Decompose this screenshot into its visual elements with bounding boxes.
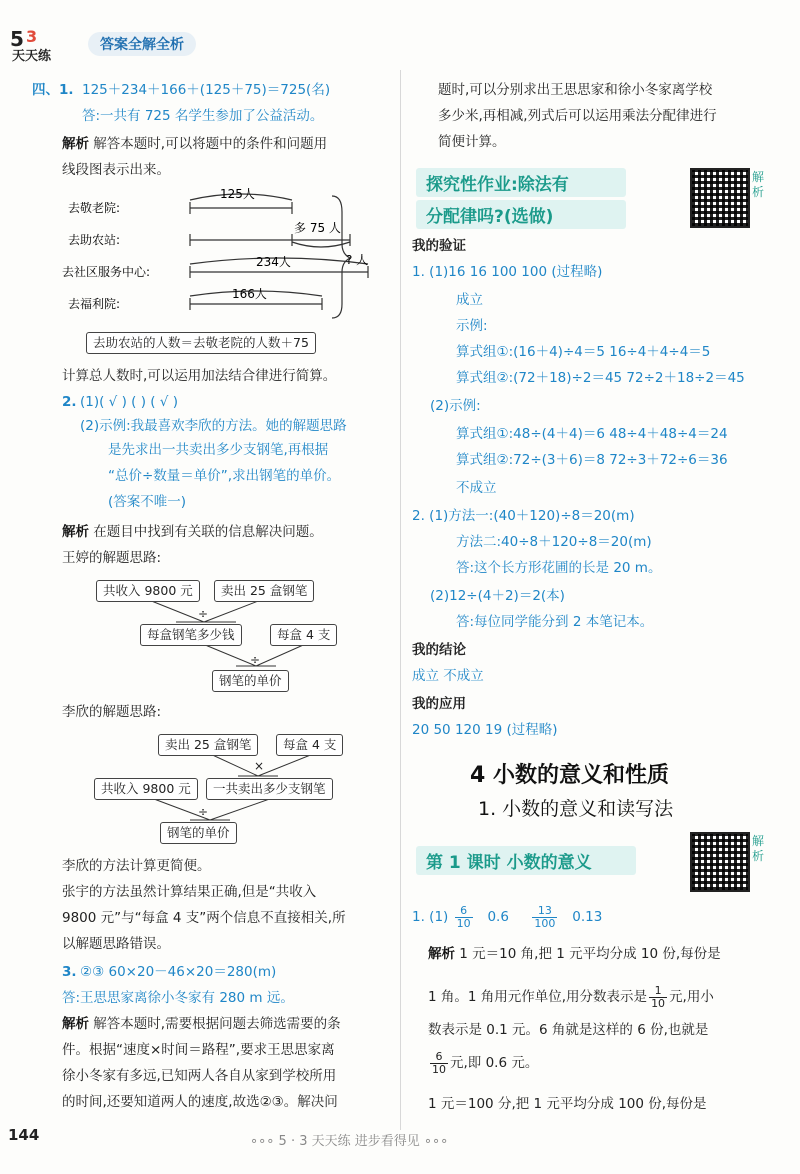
q2-line-4: “总价÷数量＝单价”,求出钢笔的单价。 bbox=[108, 468, 341, 484]
qr-code-2[interactable] bbox=[690, 832, 750, 892]
wang-op-1: ÷ bbox=[198, 607, 209, 621]
lesson-title: 第 1 课时 小数的意义 bbox=[416, 846, 636, 875]
q2-line-5: (答案不唯一) bbox=[108, 494, 187, 510]
verify-5: 算式组②:(72＋18)÷2＝45 72÷2＋18÷2＝45 bbox=[456, 370, 745, 386]
section-title-explore-1: 探究性作业:除法有 bbox=[416, 168, 626, 197]
verify-11: 方法二:40÷8＋120÷8＝20(m) bbox=[456, 534, 652, 550]
p1-prefix: 1. (1) bbox=[412, 909, 449, 925]
q4-explain-1: 解答本题时,可以将题中的条件和问题用 bbox=[93, 136, 328, 152]
q3-answer: 答:王思思家离徐小冬家有 280 m 远。 bbox=[62, 990, 294, 1006]
p1-explain-4: $\frac{6}{10}$ 元,即 0.6 元。 bbox=[432, 1049, 539, 1076]
p1-explain-5: 1 元＝100 分,把 1 元平均分成 100 份,每份是 bbox=[428, 1096, 707, 1112]
verify-9: 不成立 bbox=[456, 480, 497, 496]
seg-value-4: 166人 bbox=[232, 287, 267, 301]
q3-explain-2: 件。根据“速度×时间＝路程”,要求王思思家离 bbox=[62, 1042, 335, 1058]
q2-line-1: (1)( √ ) ( ) ( √ ) bbox=[80, 394, 178, 410]
chapter-subtitle: 1. 小数的意义和读写法 bbox=[478, 798, 674, 820]
q4-number: 四、1. bbox=[32, 82, 74, 98]
verify-1: 1. (1)16 16 100 100 (过程略) bbox=[412, 264, 603, 280]
q2-explain-1: 在题目中找到有关联的信息解决问题。 bbox=[93, 524, 323, 540]
verify-7: 算式组①:48÷(4＋4)＝6 48÷4＋48÷4＝24 bbox=[456, 426, 728, 442]
jiexi-label-3: 解析 bbox=[62, 1016, 89, 1032]
svg-text:5: 5 bbox=[10, 27, 24, 51]
page-number: 144 bbox=[8, 1126, 40, 1144]
q2-explain-5: 以解题思路错误。 bbox=[62, 936, 170, 952]
q2-explain-3: 张宇的方法虽然计算结果正确,但是“共收入 bbox=[62, 884, 317, 900]
verify-6: (2)示例: bbox=[430, 398, 481, 414]
p1-decimal-b: 0.13 bbox=[572, 909, 603, 925]
p1-explain-2: 1 角。1 角用元作单位,用分数表示是 $\frac{1}{10}$ 元,用小 bbox=[428, 983, 714, 1010]
li-unit-price: 钢笔的单价 bbox=[160, 822, 237, 844]
wang-unit-price: 钢笔的单价 bbox=[212, 670, 289, 692]
q3-explain-4: 的时间,还要知道两人的速度,故选②③。解决问 bbox=[62, 1094, 338, 1110]
q3-formula: ②③ 60×20－46×20＝280(m) bbox=[80, 964, 277, 980]
section-title-explore-2: 分配律吗?(选做) bbox=[416, 200, 626, 229]
q3-explain-3: 徐小冬家有多远,已知两人各自从家到学校所用 bbox=[62, 1068, 337, 1084]
chapter-title: 4 小数的意义和性质 bbox=[470, 763, 669, 788]
seg-label-3: 去社区服务中心: bbox=[62, 265, 151, 279]
li-op-2: ÷ bbox=[198, 805, 209, 819]
right-cont-2: 多少米,再相减,列式后可以运用乘法分配律进行 bbox=[438, 108, 717, 124]
q4-formula: 125＋234＋166＋(125＋75)＝725(名) bbox=[82, 82, 331, 98]
column-divider bbox=[400, 70, 401, 1130]
right-cont-1: 题时,可以分别求出王思思家和徐小冬家离学校 bbox=[438, 82, 713, 98]
p1-explain-3: 数表示是 0.1 元。6 角就是这样的 6 份,也就是 bbox=[428, 1022, 709, 1038]
right-cont-3: 简便计算。 bbox=[438, 134, 506, 150]
li-income-box: 共收入 9800 元 bbox=[94, 778, 198, 800]
li-per-box-count: 每盒 4 支 bbox=[276, 734, 343, 756]
conclusion-heading: 我的结论 bbox=[412, 642, 466, 658]
verify-13: (2)12÷(4＋2)＝2(本) bbox=[430, 588, 565, 604]
q2-line-3: 是先求出一共卖出多少支钢笔,再根据 bbox=[108, 442, 329, 458]
li-op-1: × bbox=[254, 759, 265, 773]
q2-number: 2. bbox=[62, 394, 77, 410]
seg-value-2: 多 75 人 bbox=[294, 221, 341, 235]
verify-3: 示例: bbox=[456, 318, 488, 334]
conclusion-values: 成立 不成立 bbox=[412, 668, 484, 684]
seg-relation-box: 去助农站的人数＝去敬老院的人数＋75 bbox=[86, 332, 316, 354]
p1-decimal-a: 0.6 bbox=[487, 909, 509, 925]
li-boxes-box: 卖出 25 盒钢笔 bbox=[158, 734, 258, 756]
jiexi-label: 解析 bbox=[62, 136, 89, 152]
wang-op-2: ÷ bbox=[250, 653, 261, 667]
q2-explain-2: 李欣的方法计算更简便。 bbox=[62, 858, 211, 874]
svg-text:3: 3 bbox=[26, 27, 38, 46]
verify-10: 2. (1)方法一:(40＋120)÷8＝20(m) bbox=[412, 508, 635, 524]
logo bbox=[8, 24, 82, 64]
answer-badge: 答案全解全析 bbox=[88, 32, 196, 56]
q2-line-2: (2)示例:我最喜欢李欣的方法。她的解题思路 bbox=[80, 418, 347, 434]
qr-label-1: 解析 bbox=[752, 170, 765, 199]
qr-label-2: 解析 bbox=[752, 834, 765, 863]
q2-explain-4: 9800 元”与“每盒 4 支”两个信息不直接相关,所 bbox=[62, 910, 346, 926]
fraction-13-100: $\frac{13}{100}$ bbox=[534, 903, 556, 930]
q4-explain-3: 计算总人数时,可以运用加法结合律进行简算。 bbox=[62, 368, 337, 384]
seg-value-1: 125人 bbox=[220, 187, 255, 201]
q3-number: 3. bbox=[62, 964, 77, 980]
qr-code-1[interactable] bbox=[690, 168, 750, 228]
q2-wang-title: 王婷的解题思路: bbox=[62, 550, 162, 566]
wang-per-box-price: 每盒钢笔多少钱 bbox=[140, 624, 242, 646]
apply-heading: 我的应用 bbox=[412, 696, 466, 712]
fraction-6-10: $\frac{6}{10}$ bbox=[456, 903, 471, 930]
jiexi-label-4: 解析 bbox=[428, 946, 455, 962]
seg-label-1: 去敬老院: bbox=[68, 201, 121, 215]
svg-text:天天练: 天天练 bbox=[12, 49, 52, 64]
q4-explain-2: 线段图表示出来。 bbox=[62, 162, 170, 178]
wang-boxes-box: 卖出 25 盒钢笔 bbox=[214, 580, 314, 602]
jiexi-label-2: 解析 bbox=[62, 524, 89, 540]
seg-label-4: 去福利院: bbox=[68, 297, 121, 311]
seg-value-3: 234人 bbox=[256, 255, 291, 269]
verify-2: 成立 bbox=[456, 292, 483, 308]
q4-answer: 答:一共有 725 名学生参加了公益活动。 bbox=[82, 108, 324, 124]
fraction-6-10-b: $\frac{6}{10}$ bbox=[432, 1049, 446, 1076]
q3-explain-1: 解答本题时,需要根据问题去筛选需要的条 bbox=[93, 1016, 341, 1032]
p1-answer bbox=[412, 902, 602, 932]
fraction-1-10: $\frac{1}{10}$ bbox=[651, 983, 666, 1010]
verify-8: 算式组②:72÷(3＋6)＝8 72÷3＋72÷6＝36 bbox=[456, 452, 728, 468]
verify-4: 算式组①:(16＋4)÷4＝5 16÷4＋4÷4＝5 bbox=[456, 344, 711, 360]
verify-12: 答:这个长方形花圃的长是 20 m。 bbox=[456, 560, 662, 576]
apply-values: 20 50 120 19 (过程略) bbox=[412, 722, 558, 738]
seg-question: ? 人 bbox=[346, 253, 369, 267]
verify-heading: 我的验证 bbox=[412, 238, 466, 254]
footer-slogan: ∘∘∘ 5 · 3 天天练 进步看得见 ∘∘∘ bbox=[250, 1134, 449, 1149]
li-total-pens-box: 一共卖出多少支钢笔 bbox=[206, 778, 333, 800]
seg-label-2: 去助农站: bbox=[68, 233, 121, 247]
verify-14: 答:每位同学能分到 2 本笔记本。 bbox=[456, 614, 654, 630]
q2-li-title: 李欣的解题思路: bbox=[62, 704, 162, 720]
p1-explain-1: 1 元＝10 角,把 1 元平均分成 10 份,每份是 bbox=[459, 946, 721, 962]
wang-per-box-count: 每盒 4 支 bbox=[270, 624, 337, 646]
wang-income-box: 共收入 9800 元 bbox=[96, 580, 200, 602]
